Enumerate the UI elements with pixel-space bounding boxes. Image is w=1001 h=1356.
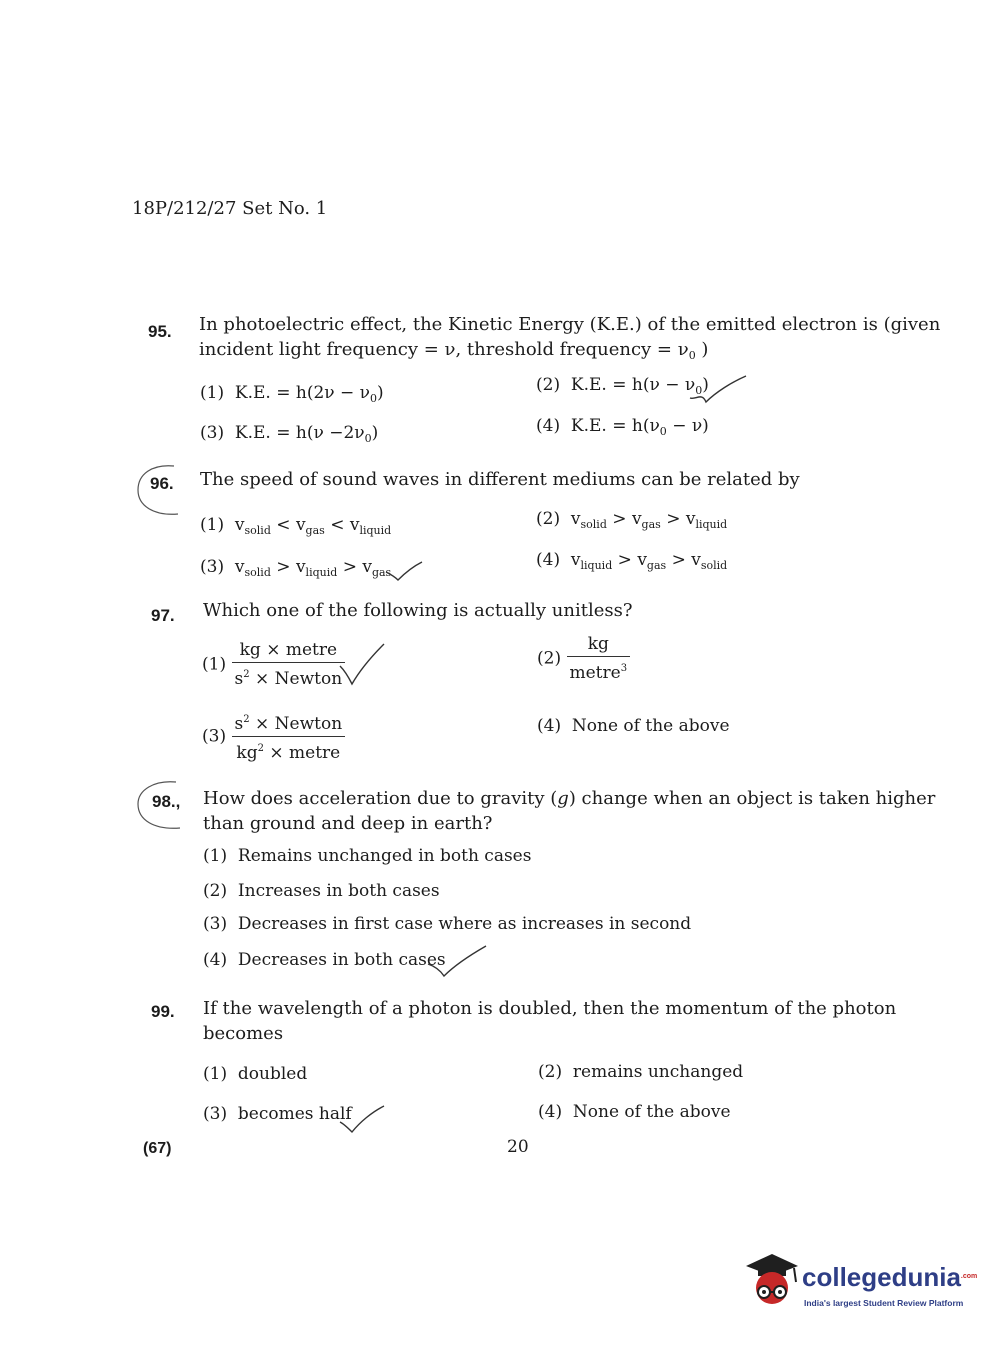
q99-option-2[interactable]: (2) remains unchanged (538, 1062, 744, 1082)
q95-option-1[interactable]: (1) K.E. = $h(2\nu - \nu_0)$ (200, 383, 384, 405)
q95-option-4[interactable]: (4) K.E. = $h(\nu_0 - \nu)$ (536, 416, 709, 438)
question-95-line1: In photoelectric effect, the Kinetic Energy (K.E.) of the emitted electron is (given (199, 314, 941, 335)
question-98-line1: How does acceleration due to gravity (g) change when an object is taken higher (203, 788, 936, 809)
question-95-text (199, 312, 940, 368)
question-97-number: 97. (151, 606, 175, 625)
q98-option-4[interactable]: (4) Decreases in both cases (203, 950, 446, 970)
q99-option-4[interactable]: (4) None of the above (538, 1102, 731, 1122)
question-98-text (203, 786, 935, 836)
q97-option-4[interactable]: (4) None of the above (537, 716, 730, 736)
q97-option-3-fraction: $\frac{s^2 \times Newton}{kg^2 \times metre}$ (232, 708, 346, 765)
question-99-line2: becomes (203, 1023, 284, 1044)
q97-option-2-fraction: $\frac{kg}{metre^3}$ (567, 632, 631, 685)
q96-option-2[interactable]: (2) $v_{solid} > v_{gas} > v_{liquid}$ (536, 509, 728, 531)
q96-option-4[interactable]: (4) $v_{liquid} > v_{gas} > v_{solid}$ (536, 550, 728, 572)
q97-option-1[interactable]: (1) $\frac{\text{kg × metre}}{s^2 \times Newton}$ (202, 638, 345, 691)
question-99-number: 99. (151, 1002, 175, 1021)
q98-option-2[interactable]: (2) Increases in both cases (203, 881, 440, 901)
tick-mark-icon (426, 944, 488, 978)
q97-option-1-fraction: $\frac{\text{kg × metre}}{s^2 \times Newton}$ (232, 638, 346, 691)
q98-option-1[interactable]: (1) Remains unchanged in both cases (203, 846, 532, 866)
tick-mark-icon (338, 1102, 386, 1134)
q97-option-3[interactable]: (3) $\frac{s^2 \times Newton}{kg^2 \times metre}$ (202, 708, 345, 765)
q96-option-3[interactable]: (3) $v_{solid} > v_{liquid} > v_{gas}$ (200, 557, 392, 579)
question-99-line1: If the wavelength of a photon is doubled, then the momentum of the photon (203, 998, 897, 1019)
question-96-text: The speed of sound waves in different mediums can be related by (200, 469, 800, 490)
q99-option-3[interactable]: (3) becomes half (203, 1104, 352, 1124)
paper-header: 18P/212/27 Set No. 1 (132, 198, 328, 219)
q95-option-2[interactable]: (2) K.E. = $h(\nu - \nu_0)$ (536, 375, 709, 397)
question-97-text: Which one of the following is actually unitless? (203, 600, 633, 621)
tick-mark-icon (384, 558, 424, 584)
q99-option-1[interactable]: (1) doubled (203, 1064, 308, 1084)
collegedunia-mascot-icon (742, 1250, 800, 1314)
question-95-line2: incident light frequency = ν, threshold frequency = $\nu_0$ ) (199, 339, 709, 362)
tick-mark-icon (336, 640, 386, 690)
question-96-number: 96. (150, 474, 174, 493)
paper-code: (67) (143, 1140, 172, 1157)
q97-option-2[interactable]: (2) $\frac{kg}{metre^3}$ (537, 632, 630, 685)
question-98-number: 98., (152, 792, 181, 811)
watermark-brand: collegedunia$^{.com}$ (802, 1262, 978, 1292)
tick-mark-icon (688, 372, 748, 406)
question-98-line2: than ground and deep in earth? (203, 813, 493, 834)
q98-option-3[interactable]: (3) Decreases in first case where as increases in second (203, 914, 692, 934)
q96-option-1[interactable]: (1) $v_{solid} < v_{gas} < v_{liquid}$ (200, 515, 392, 537)
watermark-tagline: India's largest Student Review Platform (804, 1298, 964, 1308)
question-99-text (203, 996, 896, 1046)
page-number: 20 (507, 1137, 529, 1157)
question-95-number: 95. (148, 322, 172, 341)
q95-option-3[interactable]: (3) K.E. = $h(\nu -2\nu_0)$ (200, 423, 379, 445)
